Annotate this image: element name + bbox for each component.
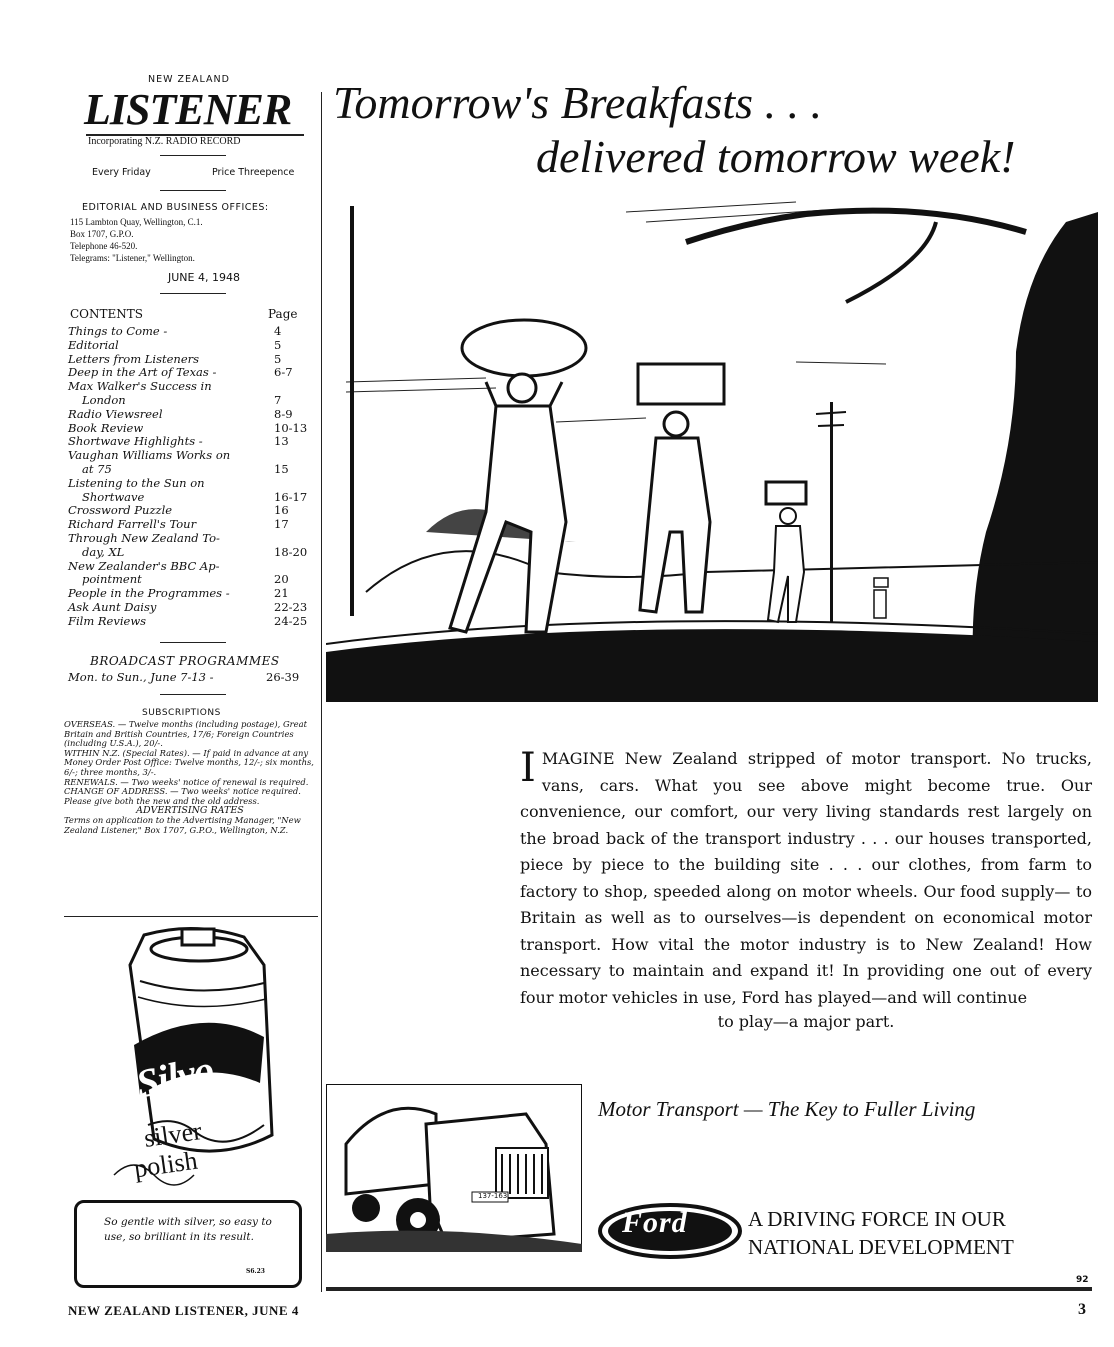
toc-page-number: 21 (274, 586, 289, 601)
toc-item (68, 532, 308, 560)
porters-illustration (326, 192, 1098, 702)
toc-title: Shortwave (82, 489, 145, 504)
toc-title: Ask Aunt Daisy (68, 600, 157, 614)
divider (160, 642, 226, 643)
ad-body-copy (520, 746, 1092, 1011)
toc-title: London (82, 392, 126, 407)
masthead-title: LISTENER (84, 85, 292, 134)
toc-page-number: 5 (274, 351, 282, 366)
subscriptions-heading: SUBSCRIPTIONS (142, 708, 221, 718)
ad-code: 92 (1076, 1275, 1089, 1285)
broadcast-dates: Mon. to Sun., June 7-13 - (68, 670, 214, 684)
offices-line: Telegrams: "Listener," Wellington. (70, 253, 195, 263)
toc-item (68, 518, 308, 532)
footer-rule (326, 1287, 1092, 1291)
toc-page-number: 16-17 (274, 489, 308, 504)
silvo-slogan: So gentle with silver, so easy to use, so brilliant in its result. (104, 1216, 272, 1243)
toc-title: Listening to the Sun on (68, 475, 205, 490)
toc-page-number: 4 (274, 324, 282, 338)
ad-slogan: Motor Transport — The Key to Fuller Living (598, 1097, 976, 1121)
silvo-brand: Silvo (132, 1046, 218, 1107)
toc-title: Book Review (68, 420, 144, 435)
subscription-paragraph: WITHIN N.Z. (Special Rates). — If paid in advance at any Money Order Post Office: Twelve months, 12/-; six months, 6/-; three months, 3/-. (64, 747, 314, 777)
divider (160, 293, 226, 294)
toc-item (68, 353, 308, 367)
toc-page-number: 10-13 (274, 420, 308, 435)
toc-title: New Zealander's BBC Ap- (68, 558, 220, 573)
footer-publication: NEW ZEALAND LISTENER, JUNE 4 (68, 1303, 299, 1318)
advertising-heading: ADVERTISING RATES (136, 805, 244, 817)
issue-frequency: Every Friday (92, 167, 151, 178)
toc-title: Editorial (68, 337, 119, 352)
toc-page-number: 15 (274, 461, 289, 476)
offices-address (70, 216, 203, 264)
subscription-paragraph: RENEWALS. — Two weeks' notice of renewal is required. (64, 776, 309, 787)
offices-line: 115 Lambton Quay, Wellington, C.1. (70, 217, 203, 227)
toc-item (68, 477, 308, 505)
toc-item (68, 422, 308, 436)
toc-item (68, 408, 308, 422)
tagline-line2: NATIONAL DEVELOPMENT (748, 1235, 1014, 1259)
toc-page-number: 16 (274, 503, 289, 518)
toc-title: Crossword Puzzle (68, 503, 173, 518)
toc-page-number: 18-20 (274, 544, 308, 559)
toc-page-number: 7 (274, 392, 282, 407)
issue-price: Price Threepence (212, 167, 295, 178)
contents-heading: CONTENTS (70, 307, 144, 321)
broadcast-pages: 26-39 (266, 670, 300, 684)
offices-heading: EDITORIAL AND BUSINESS OFFICES: (82, 202, 269, 213)
toc-page-number: 20 (274, 572, 289, 587)
toc-title: Through New Zealand To- (68, 531, 220, 545)
toc-title: Richard Farrell's Tour (68, 517, 197, 532)
offices-line: Telephone 46-520. (70, 241, 138, 251)
toc-title: Letters from Listeners (68, 351, 200, 366)
toc-title: Vaughan Williams Works on (68, 448, 231, 463)
truck-illustration (326, 1084, 582, 1252)
toc-item (68, 380, 308, 408)
toc-page-number: 24-25 (274, 613, 308, 628)
subscription-paragraph: OVERSEAS. — Twelve months (including postage), Great Britain and British Countries, 17/6; Foreign Countries (including U.S.A.), 20/-. (64, 719, 307, 749)
toc-title: Max Walker's Success in (68, 379, 212, 394)
toc-page-number: 22-23 (274, 600, 308, 614)
toc-title: day, XL (82, 544, 125, 559)
tagline-line1: A DRIVING FORCE IN OUR (748, 1207, 1006, 1231)
offices-line: Box 1707, G.P.O. (70, 229, 134, 239)
column-divider (321, 92, 322, 1292)
page-heading: Page (268, 307, 298, 321)
toc-item (68, 339, 308, 353)
toc-title: Film Reviews (68, 613, 147, 628)
ad-headline-line1: Tomorrow's Breakfasts . . . (333, 77, 823, 128)
toc-page-number: 13 (274, 434, 289, 449)
toc-title: Deep in the Art of Texas - (68, 365, 217, 380)
body-dropcap: I (520, 745, 536, 791)
ford-logo-text: Ford (622, 1206, 688, 1239)
toc-item (68, 449, 308, 477)
issue-date: JUNE 4, 1948 (168, 271, 240, 284)
masthead-kicker: NEW ZEALAND (148, 74, 230, 85)
toc-item (68, 504, 308, 518)
toc-title: People in the Programmes - (68, 586, 230, 601)
toc-item (68, 615, 308, 629)
toc-page-number: 8-9 (274, 406, 293, 421)
truck-plate: 137-163 (478, 1192, 508, 1200)
silvo-product-line: polish (132, 1145, 200, 1184)
toc-title: Shortwave Highlights - (68, 434, 203, 449)
toc-item (68, 435, 308, 449)
toc-item (68, 601, 308, 615)
toc-title: Things to Come - (68, 324, 168, 338)
toc-item (68, 560, 308, 588)
footer-page-number: 3 (1078, 1301, 1086, 1318)
silvo-ad-code: S6.23 (246, 1268, 265, 1275)
toc-page-number: 6-7 (274, 365, 293, 380)
broadcast-heading: BROADCAST PROGRAMMES (90, 654, 280, 668)
advertising-text: Terms on application to the Advertising Manager, "New Zealand Listener," Box 1707, G.P.O., Wellington, N.Z. (64, 814, 301, 835)
toc-title: Radio Viewsreel (68, 406, 163, 421)
body-text: MAGINE New Zealand stripped of motor transport. No trucks, vans, cars. What you see above might become true. Our convenience, our comfort, our very living standards rest largely on the broad back of the transport industry . . . our houses transported, piece by piece to the building site . . . our clothes, from farm to factory to shop, speeded along on motor wheels. Our food supply— to Britain as well as to ourselves—is dependent on economical motor transport. How vital the motor industry is to New Zealand! How necessary to maintain and expand it! In providing one out of every four motor vehicles in use, Ford has played—and will continue (520, 749, 1092, 1007)
subscriptions-body (64, 720, 316, 835)
divider (160, 190, 226, 191)
silvo-product-line: silver (142, 1116, 204, 1153)
toc-page-number: 5 (274, 337, 282, 352)
divider (64, 916, 318, 917)
toc-item (68, 587, 308, 601)
divider (160, 155, 226, 156)
ad-body-end: to play—a major part. (717, 1012, 895, 1031)
masthead-subtitle: Incorporating N.Z. RADIO RECORD (88, 136, 241, 147)
divider (160, 694, 226, 695)
toc-item (68, 366, 308, 380)
ad-headline-line2: delivered tomorrow week! (536, 131, 1016, 182)
toc-title: at 75 (82, 461, 112, 476)
toc-page-number: 17 (274, 517, 289, 532)
ford-tagline (748, 1205, 1014, 1261)
subscription-paragraph: CHANGE OF ADDRESS. — Two weeks' notice required. Please give both the new and the old address. (64, 786, 301, 806)
toc-title: pointment (82, 572, 142, 587)
toc-item (68, 325, 308, 339)
